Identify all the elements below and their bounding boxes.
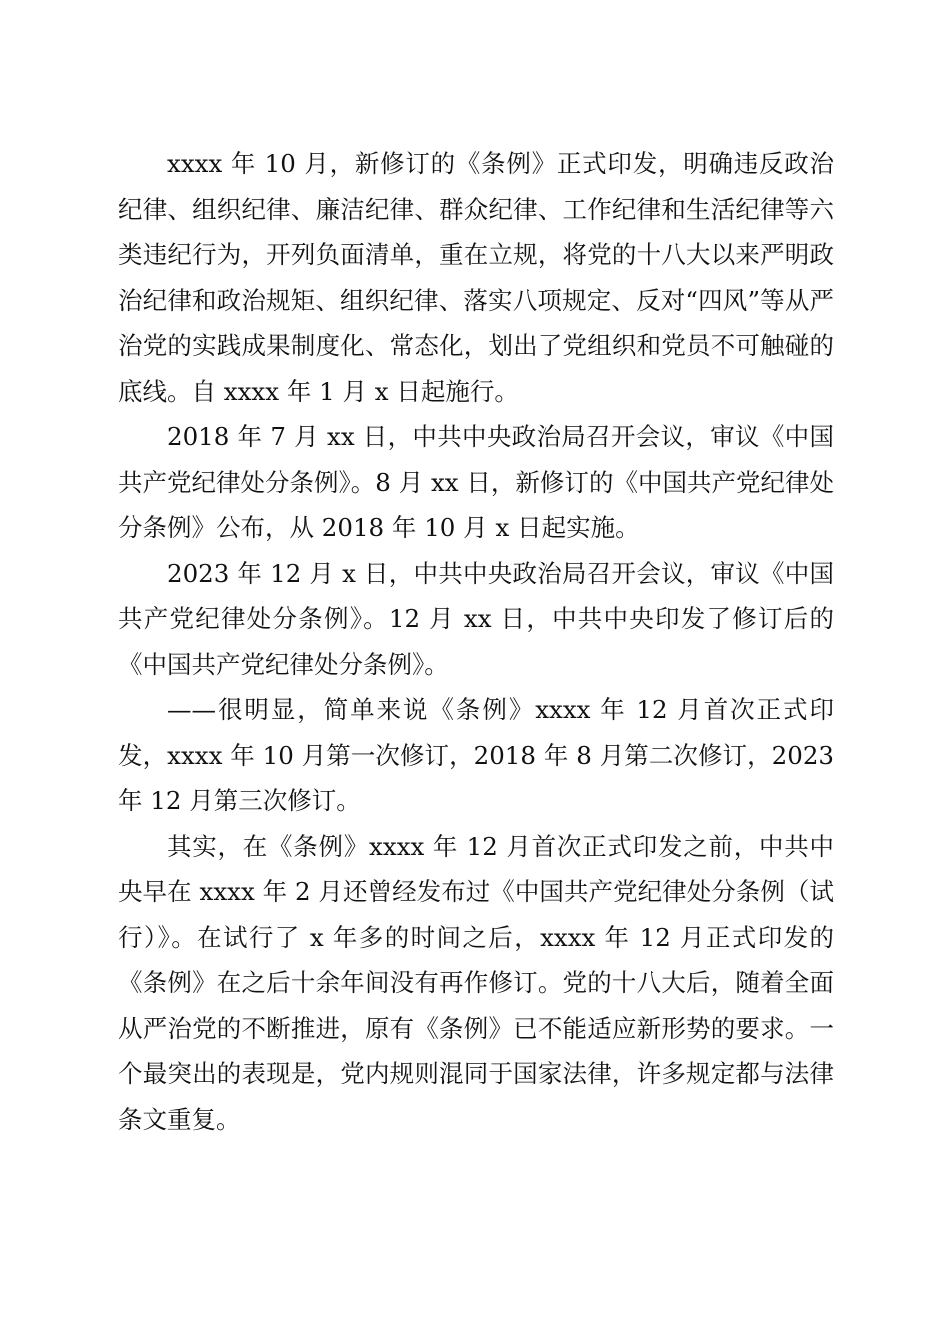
paragraph-1: xxxx 年 10 月，新修订的《条例》正式印发，明确违反政治纪律、组织纪律、廉洁纪律、群众纪律、工作纪律和生活纪律等六类违纪行为，开列负面清单，重在立规，将党的十八大以来严明政治纪律和政治规矩、组织纪律、落实八项规定、反对“四风”等从严治党的实践成果制度化、常态化，划出了党组织和党员不可触碰的底线。自 xxxx 年 1 月 x 日起施行。 [118, 149, 834, 406]
document-body [118, 141, 834, 1142]
paragraph-4: ——很明显，简单来说《条例》xxxx 年 12 月首次正式印发，xxxx 年 10 月第一次修订，2018 年 8 月第二次修订，2023 年 12 月第三次修订。 [118, 695, 834, 815]
paragraph-3: 2023 年 12 月 x 日，中共中央政治局召开会议，审议《中国共产党纪律处分条例》。12 月 xx 日，中共中央印发了修订后的《中国共产党纪律处分条例》。 [118, 558, 834, 679]
paragraph-2: 2018 年 7 月 xx 日，中共中央政治局召开会议，审议《中国共产党纪律处分条例》。8 月 xx 日，新修订的《中国共产党纪律处分条例》公布，从 2018 年 10 月 x 日起实施。 [118, 422, 834, 542]
paragraph-5: 其实，在《条例》xxxx 年 12 月首次正式印发之前，中共中央早在 xxxx 年 2 月还曾经发布过《中国共产党纪律处分条例（试行）》。在试行了 x 年多的时间之后，xxxx 年 12 月正式印发的《条例》在之后十余年间没有再作修订。党的十八大后，随着全面从严治党的不断推进，原有《条例》已不能适应新形势的要求。一个最突出的表现是，党内规则混同于国家法律，许多规定都与法律条文重复。 [118, 831, 834, 1134]
